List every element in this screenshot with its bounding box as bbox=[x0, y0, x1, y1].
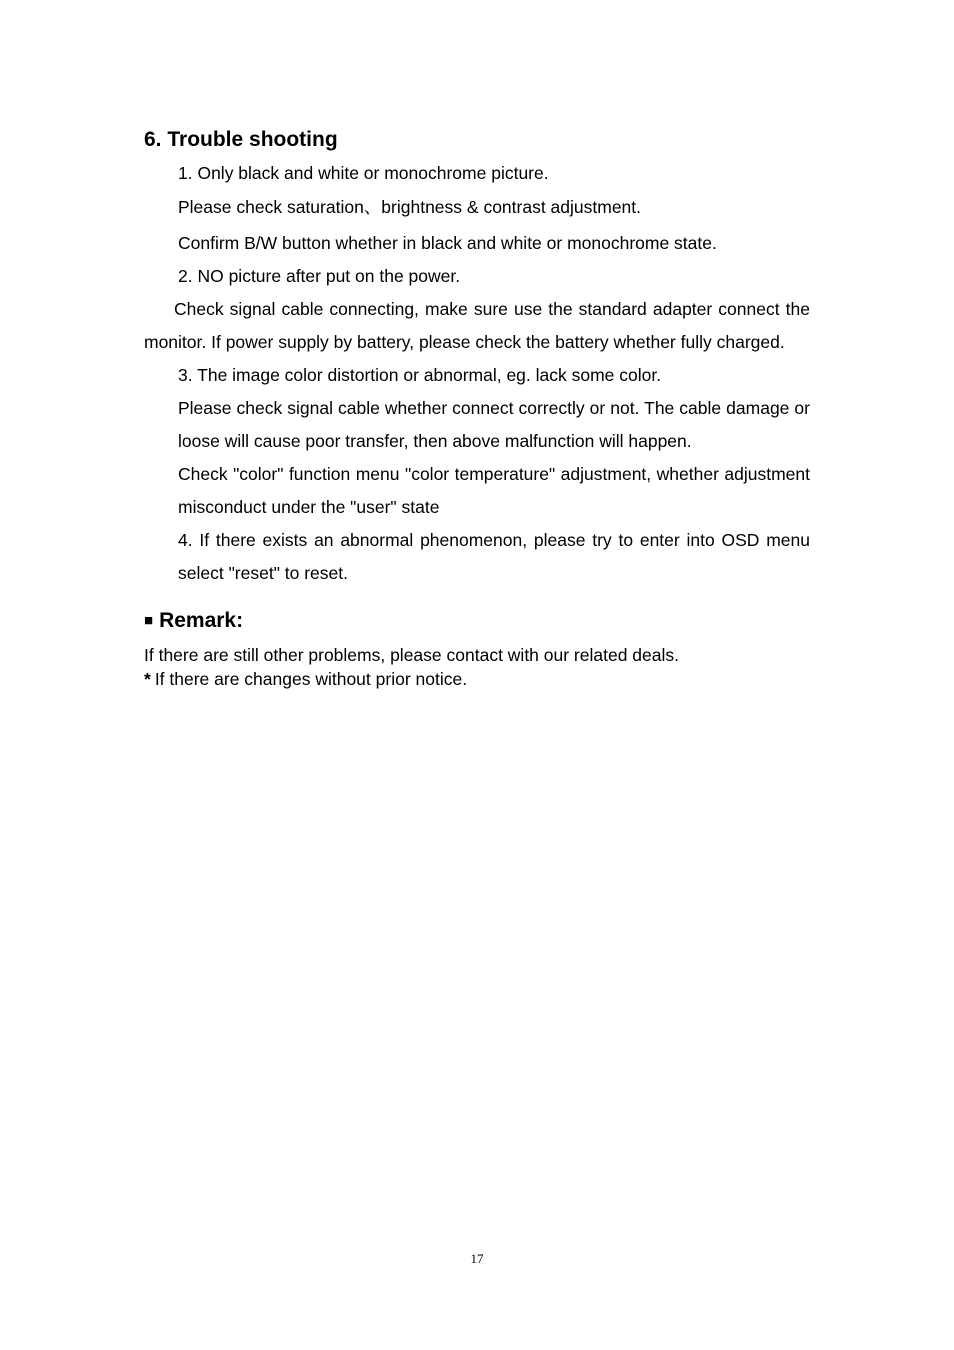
remark-line-2-text: If there are changes without prior notice. bbox=[154, 669, 468, 689]
page-content bbox=[144, 124, 810, 691]
item-3-paragraph-2: Check "color" function menu "color temperature" adjustment, whether adjustment misconduct under the "user" state bbox=[178, 464, 810, 517]
remark-title: Remark: bbox=[159, 609, 244, 632]
item-2-heading: 2. NO picture after put on the power. bbox=[178, 266, 461, 286]
square-bullet-icon: ■ bbox=[144, 612, 154, 629]
item-3-heading: 3. The image color distortion or abnormal, eg. lack some color. bbox=[178, 365, 662, 385]
item-4-paragraph: 4. If there exists an abnormal phenomenon, please try to enter into OSD menu select "reset" to reset. bbox=[178, 530, 810, 583]
section-title: 6. Trouble shooting bbox=[144, 128, 338, 151]
item-2-paragraph: Check signal cable connecting, make sure use the standard adapter connect the monitor. If power supply by battery, please check the battery whether fully charged. bbox=[144, 299, 810, 352]
asterisk-icon: * bbox=[144, 669, 151, 689]
remark-line-2 bbox=[144, 667, 810, 691]
item-3-paragraph-1: Please check signal cable whether connect correctly or not. The cable damage or loose will cause poor transfer, then above malfunction will happen. bbox=[178, 398, 810, 451]
item-1-heading: 1. Only black and white or monochrome picture. bbox=[178, 163, 549, 183]
item-1-line-2: Confirm B/W button whether in black and white or monochrome state. bbox=[178, 233, 717, 253]
page-number: 17 bbox=[470, 1251, 484, 1266]
remark-heading bbox=[144, 605, 810, 637]
remark-line-1: If there are still other problems, please contact with our related deals. bbox=[144, 645, 679, 665]
item-1-line-1: Please check saturation、brightness & contrast adjustment. bbox=[178, 197, 642, 217]
